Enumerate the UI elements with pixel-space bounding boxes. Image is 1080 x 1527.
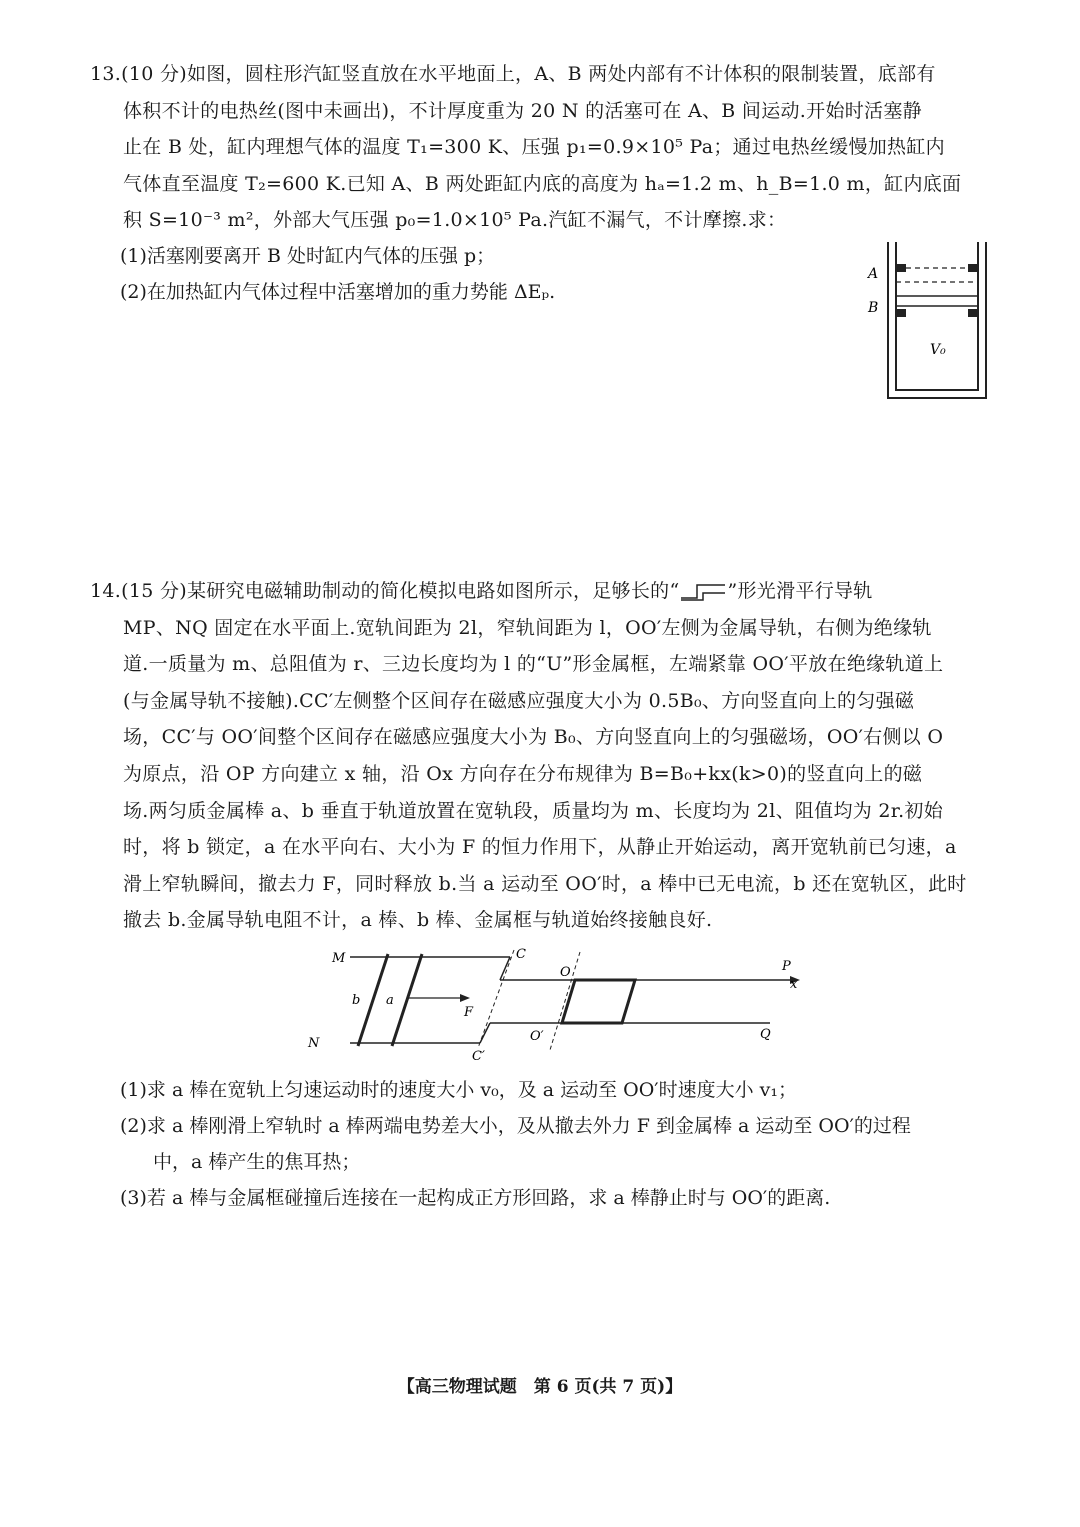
q13-line: 气体直至温度 T₂=600 K.已知 A、B 两处距缸内底的高度为 hₐ=1.2 m、h_B=1.0 m，缸内底面 (123, 172, 962, 195)
stop-b-left (897, 309, 906, 317)
force-arrow-icon (460, 994, 470, 1002)
q14-subquestions (120, 1072, 1000, 1216)
label-b: B (868, 300, 879, 316)
q14-rail-figure (300, 940, 820, 1065)
q13-line: 止在 B 处，缸内理想气体的温度 T₁=300 K、压强 p₁=0.9×10⁵ Pa；通过电热丝缓慢加热缸内 (123, 136, 945, 159)
label-m: M (332, 951, 346, 966)
label-o: O (560, 965, 571, 980)
q14-line: 为原点，沿 OP 方向建立 x 轴，沿 Ox 方向存在分布规律为 B=B₀+kx(k>0)的竖直向上的磁 (123, 762, 923, 785)
q14-line: 场.两匀质金属棒 a、b 垂直于轨道放置在宽轨段，质量均为 m、长度均为 2l、阻值均为 2r.初始 (123, 799, 944, 822)
rod-a (392, 954, 422, 1046)
label-b-rod: b (352, 993, 361, 1008)
q14-line: MP、NQ 固定在水平面上.宽轨间距为 2l，窄轨间距为 l，OO′左侧为金属导轨，右侧为绝缘轨 (123, 616, 932, 639)
q14-head-before: 14.(15 分)某研究电磁辅助制动的简化模拟电路如图所示，足够长的“ (90, 580, 680, 602)
q13-line: 13.(10 分)如图，圆柱形汽缸竖直放在水平地面上，A、B 两处内部有不计体积的限制装置，底部有 (90, 63, 936, 85)
u-frame (562, 980, 635, 1023)
label-x: x (790, 977, 798, 992)
page-footer: 【高三物理试题 第 6 页(共 7 页)】 (397, 1377, 683, 1397)
q14-sub-1: (1)求 a 棒在宽轨上匀速运动时的速度大小 v₀，及 a 运动至 OO′时速度大小 v₁； (120, 1079, 798, 1101)
q13-line: 积 S=10⁻³ m²，外部大气压强 p₀=1.0×10⁵ Pa.汽缸不漏气，不计摩擦.求： (123, 209, 787, 232)
q14-line: 时，将 b 锁定，a 在水平向右、大小为 F 的恒力作用下，从静止开始运动，离开宽轨前已匀速，a (123, 836, 957, 859)
q13-line: 体积不计的电热丝(图中未画出)，不计厚度重为 20 N 的活塞可在 A、B 间运动.开始时活塞静 (123, 99, 922, 122)
rod-b (358, 954, 388, 1046)
stop-a-right (968, 264, 977, 272)
q14-sub-3: (3)若 a 棒与金属框碰撞后连接在一起构成正方形回路，求 a 棒静止时与 OO′的距离. (120, 1187, 831, 1209)
q13-sub-1: (1)活塞刚要离开 B 处时缸内气体的压强 p； (120, 245, 496, 267)
q14-line: 撤去 b.金属导轨电阻不计，a 棒、b 棒、金属框与轨道始终接触良好. (123, 909, 713, 932)
q14-head-after: ”形光滑平行导轨 (727, 580, 873, 602)
q13-sub-2: (2)在加热缸内气体过程中活塞增加的重力势能 ΔEₚ. (120, 281, 556, 303)
label-p: P (782, 959, 791, 974)
q14-sub-2: (2)求 a 棒刚滑上窄轨时 a 棒两端电势差大小，及从撤去外力 F 到金属棒 a 运动至 OO′的过程 (120, 1115, 911, 1137)
q14-statement (90, 573, 990, 939)
q14-sub-2-cont: 中，a 棒产生的焦耳热； (153, 1151, 361, 1173)
q14-line: 滑上窄轨瞬间，撤去力 F，同时释放 b.当 a 运动至 OO′时，a 棒中已无电流，b 还在宽轨区，此时 (123, 872, 967, 895)
stop-a-left (897, 264, 906, 272)
q13-cylinder-figure (860, 238, 1000, 408)
label-n: N (308, 1036, 320, 1051)
label-o-prime: O′ (530, 1029, 544, 1044)
stop-b-right (968, 309, 977, 317)
q14-line-head (90, 573, 990, 610)
label-c-prime: C′ (472, 1049, 485, 1064)
label-a: A (868, 266, 879, 282)
label-f: F (464, 1005, 474, 1020)
q14-line: 道.一质量为 m、总阻值为 r、三边长度均为 l 的“U”形金属框，左端紧靠 OO′平放在绝缘轨道上 (123, 653, 944, 676)
q14-line: 场，CC′与 OO′间整个区间存在磁感应强度大小为 B₀、方向竖直向上的匀强磁场，OO′右侧以 O (123, 726, 944, 749)
label-a-rod: a (386, 993, 394, 1008)
rail-shape-icon (679, 581, 727, 603)
label-q: Q (760, 1027, 771, 1042)
q13-statement (90, 56, 990, 239)
q14-line: (与金属导轨不接触).CC′左侧整个区间存在磁感应强度大小为 0.5B₀、方向竖直向上的匀强磁 (123, 689, 915, 712)
label-c: C (516, 947, 526, 962)
label-v0: V₀ (930, 342, 946, 358)
